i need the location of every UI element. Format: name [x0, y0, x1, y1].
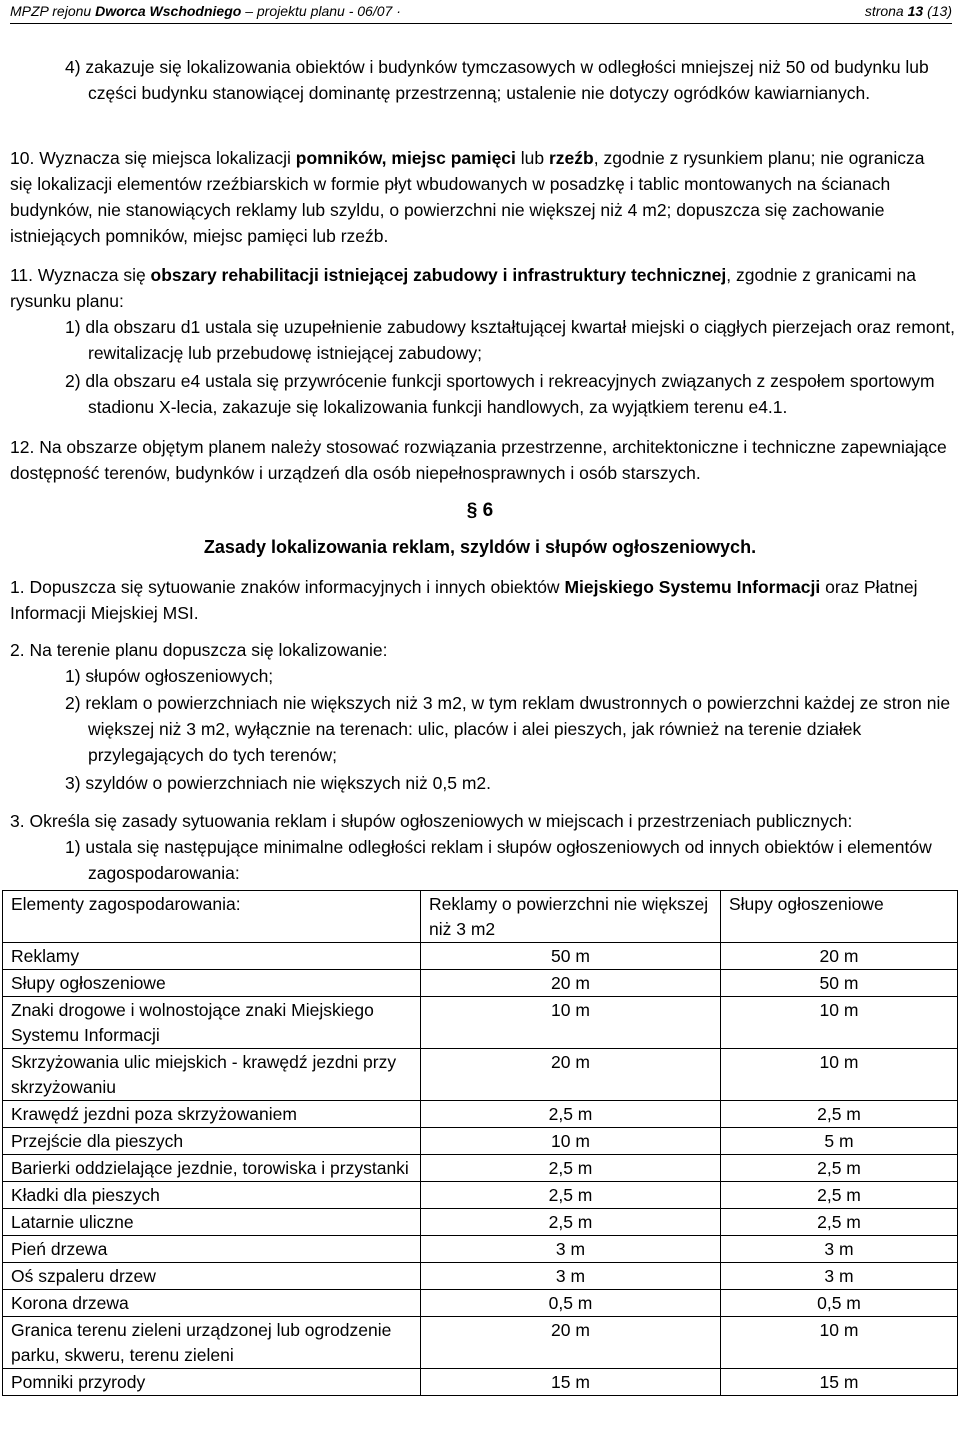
table-row	[3, 970, 958, 997]
table-header-cell: Reklamy o powierzchni nie większej niż 3 m2	[421, 891, 721, 943]
table-cell: 10 m	[421, 1128, 721, 1155]
table-cell: 3 m	[721, 1263, 958, 1290]
table-cell: 20 m	[421, 970, 721, 997]
item-4: 4) zakazuje się lokalizowania obiektów i budynków tymczasowych w odległości mniejszej niż 50 od budynku lub części budynku stanowiącej dominantę przestrzenną; ustalenie nie dotyczy ogródków kawiarnianych.	[65, 57, 929, 103]
paragraph-11-item-1: 1) dla obszaru d1 ustala się uzupełnienie zabudowy kształtującej kwartał miejski o ciągłych pierzejach oraz remont, rewitalizację lub przebudowę istniejącej zabudowy;	[65, 317, 956, 363]
table-cell: 2,5 m	[721, 1101, 958, 1128]
table-row	[3, 1155, 958, 1182]
table-cell: Pomniki przyrody	[3, 1369, 421, 1396]
table-cell: 2,5 m	[421, 1101, 721, 1128]
table-cell: 10 m	[721, 1049, 958, 1101]
table-cell: Skrzyżowania ulic miejskich - krawędź jezdni przy skrzyżowaniu	[3, 1049, 421, 1101]
table-header-row	[3, 891, 958, 943]
table-row	[3, 1236, 958, 1263]
table-cell: Krawędź jezdni poza skrzyżowaniem	[3, 1101, 421, 1128]
table-row	[3, 1317, 958, 1369]
table-header-cell: Słupy ogłoszeniowe	[721, 891, 958, 943]
section-mark: § 6	[466, 500, 494, 521]
page-number: strona 13 (13)	[864, 3, 952, 19]
paragraph-12: 12. Na obszarze objętym planem należy stosować rozwiązania przestrzenne, architektoniczne i techniczne zapewniające dostępność terenów, budynków i urządzeń dla osób niepełnosprawnych i osób starszych.	[10, 437, 947, 483]
table-row	[3, 1369, 958, 1396]
table-cell: Barierki oddzielające jezdnie, torowiska i przystanki	[3, 1155, 421, 1182]
section6-paragraph-2-item-1: 1) słupów ogłoszeniowych;	[65, 666, 274, 686]
table-cell: Słupy ogłoszeniowe	[3, 970, 421, 997]
table-cell: 20 m	[421, 1049, 721, 1101]
table-cell: 10 m	[721, 1317, 958, 1369]
table-header-cell: Elementy zagospodarowania:	[3, 891, 421, 943]
table-cell: 2,5 m	[421, 1209, 721, 1236]
table-row	[3, 1128, 958, 1155]
section6-paragraph-2: 2. Na terenie planu dopuszcza się lokalizowanie:	[10, 640, 388, 660]
distance-table	[2, 890, 958, 1396]
table-cell: 15 m	[421, 1369, 721, 1396]
paragraph-11: 11. Wyznacza się obszary rehabilitacji istniejącej zabudowy i infrastruktury technicznej, zgodnie z granicami na rysunku planu:	[10, 265, 916, 311]
table-cell: 2,5 m	[421, 1155, 721, 1182]
table-cell: Kładki dla pieszych	[3, 1182, 421, 1209]
table-cell: 50 m	[721, 970, 958, 997]
table-cell: Znaki drogowe i wolnostojące znaki Miejskiego Systemu Informacji	[3, 997, 421, 1049]
table-cell: Przejście dla pieszych	[3, 1128, 421, 1155]
table-row	[3, 1049, 958, 1101]
table-row	[3, 1263, 958, 1290]
table-cell: 2,5 m	[421, 1182, 721, 1209]
paragraph-11-item-2: 2) dla obszaru e4 ustala się przywrócenie funkcji sportowych i rekreacyjnych związanych z zespołem sportowym stadionu X-lecia, zakazuje się lokalizowania funkcji handlowych, za wyjątkiem terenu e4.1.	[65, 371, 935, 417]
table-cell: Korona drzewa	[3, 1290, 421, 1317]
table-cell: 2,5 m	[721, 1182, 958, 1209]
section6-paragraph-3-item-1: 1) ustala się następujące minimalne odległości reklam i słupów ogłoszeniowych od innych obiektów i elementów zagospodarowania:	[65, 837, 932, 883]
paragraph-10: 10. Wyznacza się miejsca lokalizacji pomników, miejsc pamięci lub rzeźb, zgodnie z rysunkiem planu; nie ogranicza się lokalizacji elementów rzeźbiarskich w formie płyt wbudowanych w posadzkę i tablic montowanych na ścianach budynków, nie stanowiących reklamy lub szyldu, o powierzchni nie większej niż 4 m2; dopuszcza się zachowanie istniejących pomników, miejsc pamięci lub rzeźb.	[10, 148, 925, 246]
section6-paragraph-1: 1. Dopuszcza się sytuowanie znaków informacyjnych i innych obiektów Miejskiego Systemu Informacji oraz Płatnej Informacji Miejskiej MSI.	[10, 577, 918, 623]
table-row	[3, 1209, 958, 1236]
section6-paragraph-2-item-2: 2) reklam o powierzchniach nie większych niż 3 m2, w tym reklam dwustronnych o powierzchni każdej ze stron nie większej niż 3 m2, wyłącznie na terenach: ulic, placów i alei pieszych, jak również na terenie działek przylegających do tych terenów;	[65, 693, 951, 765]
table-cell: Latarnie uliczne	[3, 1209, 421, 1236]
table-cell: Oś szpaleru drzew	[3, 1263, 421, 1290]
table-row	[3, 997, 958, 1049]
section6-paragraph-2-item-3: 3) szyldów o powierzchniach nie większych niż 0,5 m2.	[65, 773, 492, 793]
table-cell: 2,5 m	[721, 1209, 958, 1236]
table-cell: 20 m	[421, 1317, 721, 1369]
table-cell: 3 m	[721, 1236, 958, 1263]
table-cell: 10 m	[421, 997, 721, 1049]
table-cell: Granica terenu zieleni urządzonej lub ogrodzenie parku, skweru, terenu zieleni	[3, 1317, 421, 1369]
section-title: Zasady lokalizowania reklam, szyldów i słupów ogłoszeniowych.	[203, 537, 757, 557]
table-cell: 10 m	[721, 997, 958, 1049]
table-cell: 0,5 m	[721, 1290, 958, 1317]
table-cell: 3 m	[421, 1236, 721, 1263]
table-cell: 0,5 m	[421, 1290, 721, 1317]
table-cell: 2,5 m	[721, 1155, 958, 1182]
table-row	[3, 1182, 958, 1209]
table-row	[3, 943, 958, 970]
table-cell: 3 m	[421, 1263, 721, 1290]
table-cell: Reklamy	[3, 943, 421, 970]
table-cell: 5 m	[721, 1128, 958, 1155]
page-header	[10, 2, 952, 24]
table-row	[3, 1290, 958, 1317]
table-row	[3, 1101, 958, 1128]
section6-paragraph-3: 3. Określa się zasady sytuowania reklam i słupów ogłoszeniowych w miejscach i przestrzeniach publicznych:	[10, 811, 853, 831]
document-title: MPZP rejonu Dworca Wschodniego – projektu planu - 06/07 ·	[10, 3, 401, 19]
table-cell: 20 m	[721, 943, 958, 970]
table-cell: 50 m	[421, 943, 721, 970]
table-cell: 15 m	[721, 1369, 958, 1396]
table-cell: Pień drzewa	[3, 1236, 421, 1263]
